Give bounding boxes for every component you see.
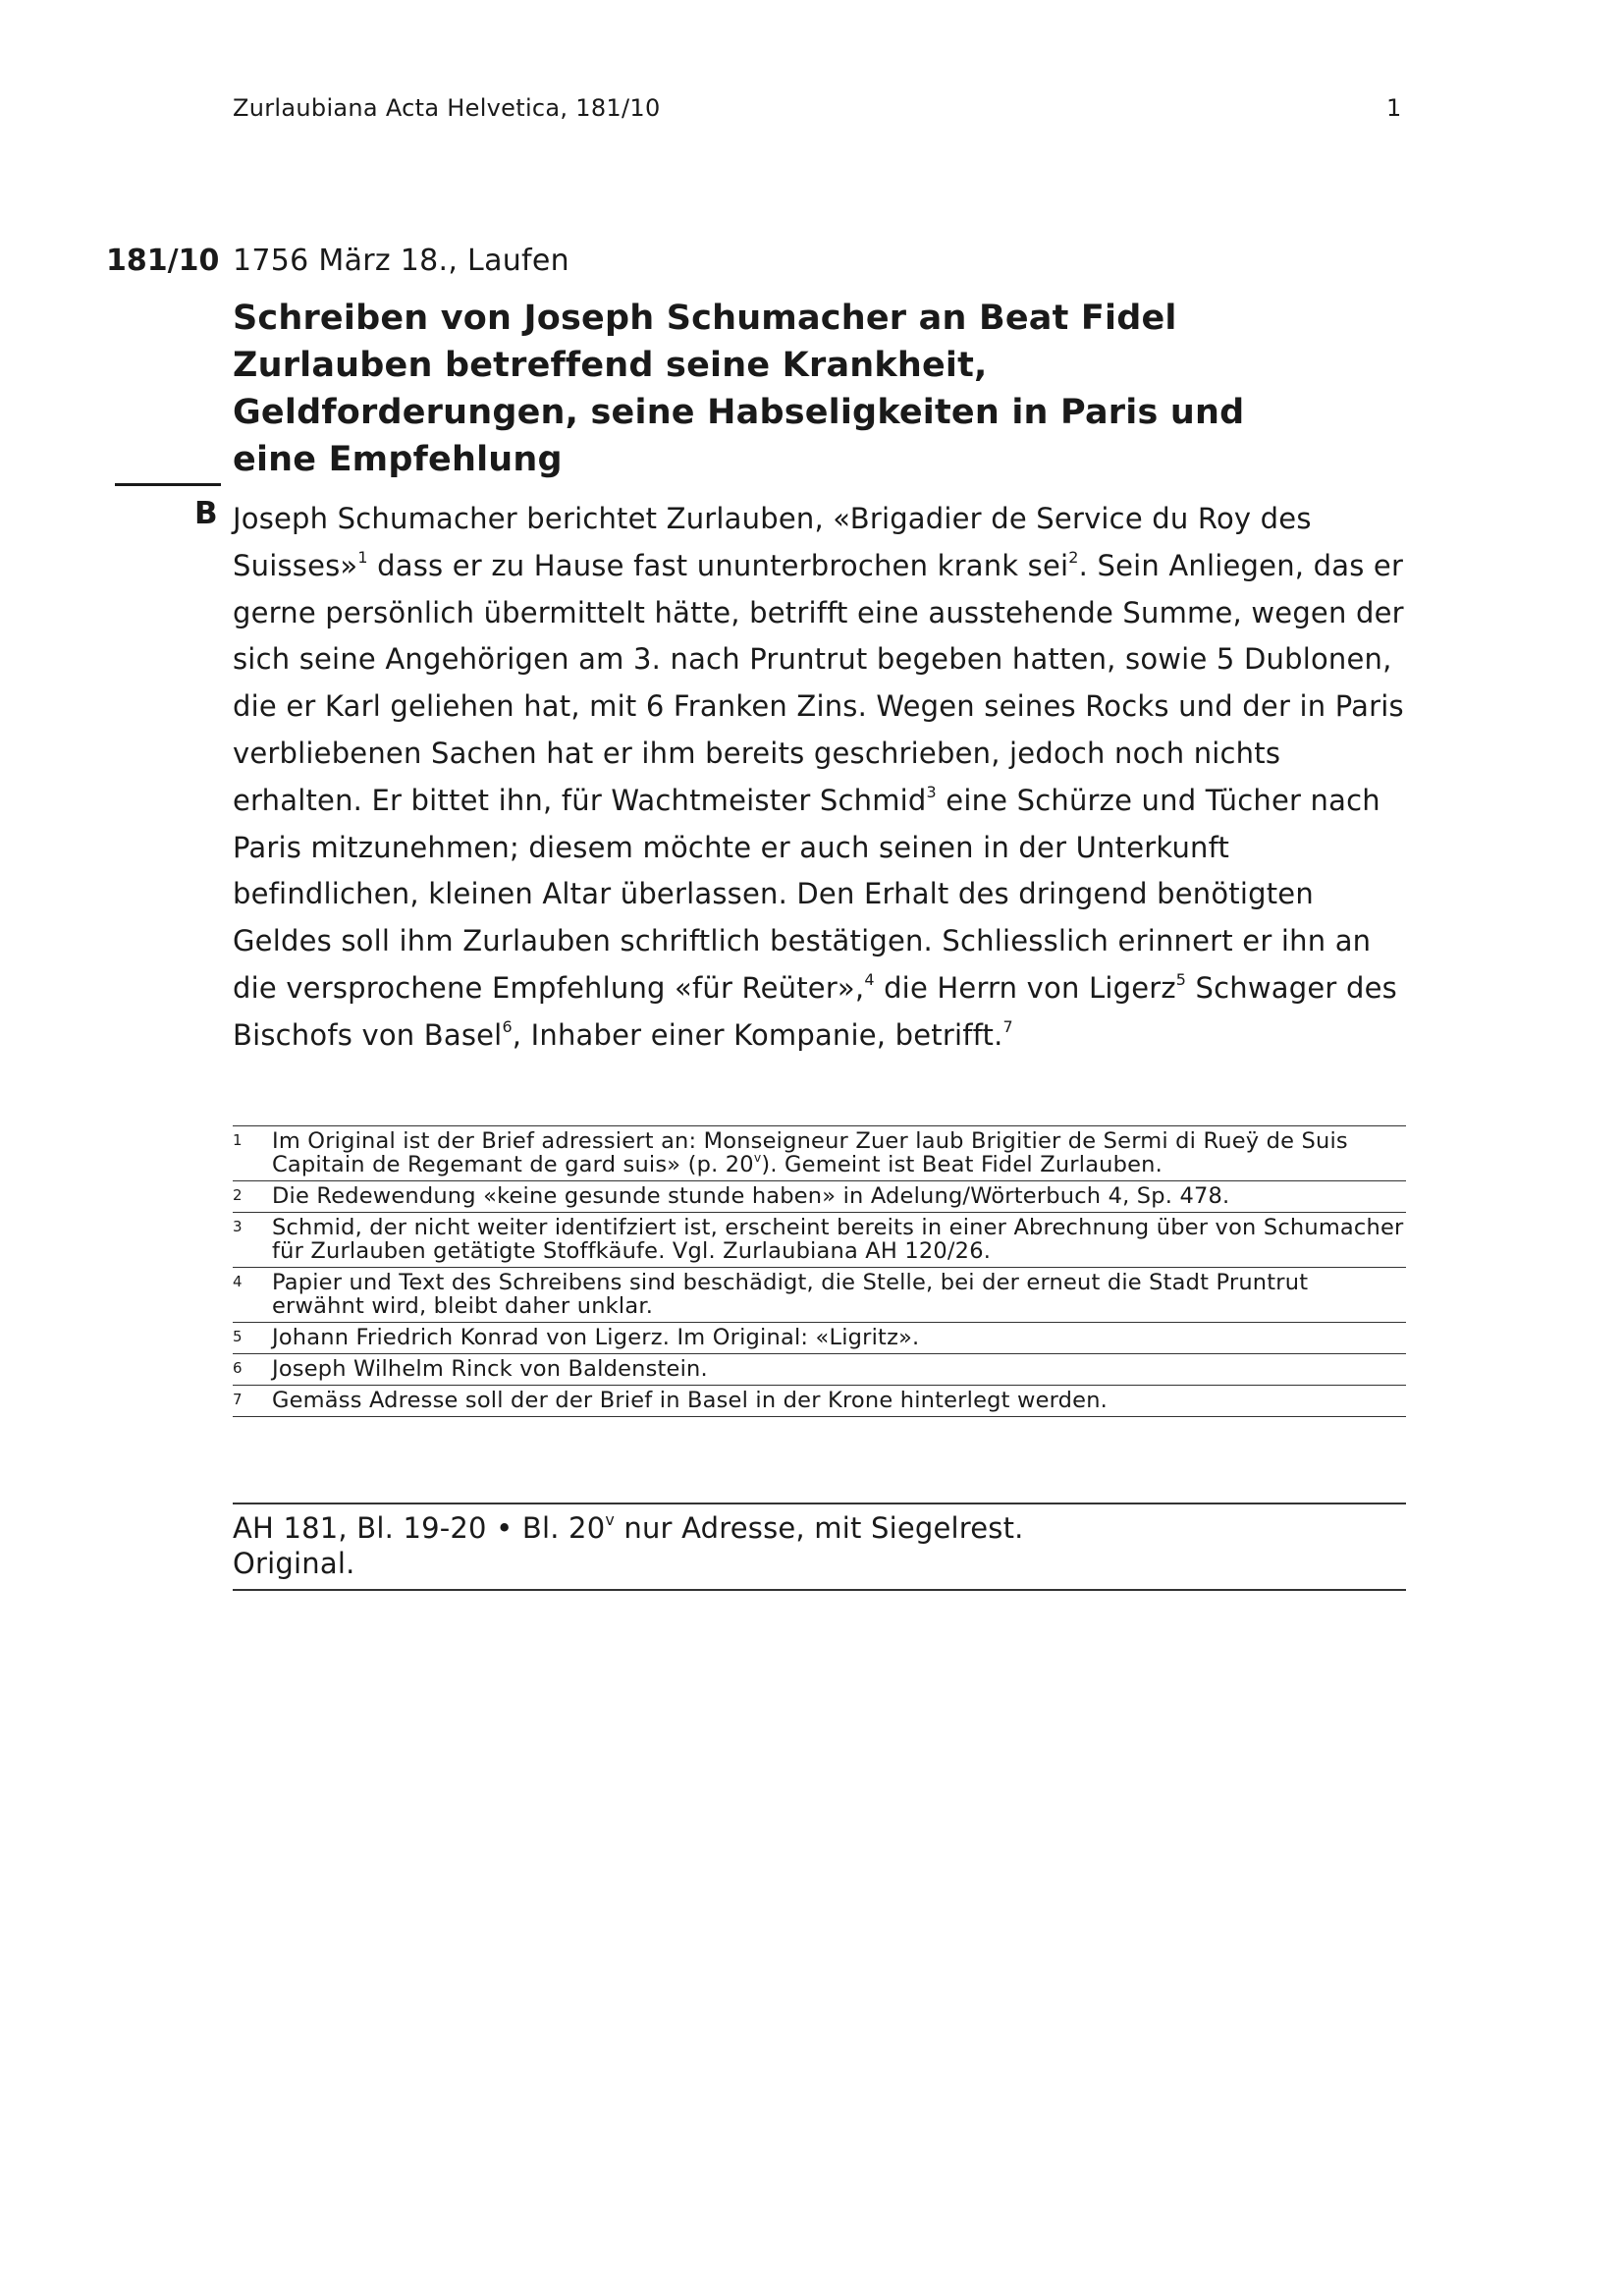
page-number: 1 (1386, 94, 1402, 122)
footnote-text (272, 1183, 1229, 1209)
date-place: 1756 März 18., Laufen (233, 244, 569, 278)
text-run: AH 181, Bl. 19-20 • Bl. 20 (233, 1511, 606, 1545)
footnote-number: 1 (233, 1131, 243, 1149)
footnote-number: 3 (233, 1218, 243, 1235)
text-run: die Herrn von Ligerz (874, 970, 1176, 1005)
footnotes (233, 1125, 1406, 1417)
footnote-number: 5 (233, 1328, 243, 1345)
text-run: Joseph Schumacher berichtet Zurlauben, «Brigadier de Service du Roy des Suisses» (233, 502, 1312, 582)
footnote-text (272, 1215, 1403, 1264)
source-note (233, 1503, 1406, 1591)
footnote-text (272, 1356, 708, 1382)
text-run: Joseph Wilhelm Rinck von Baldenstein. (272, 1356, 708, 1382)
footnote-ref: 5 (1175, 969, 1187, 989)
text-run: Schmid, der nicht weiter identifziert ist, erscheint bereits in einer Abrechnung über von Schumacher für Zurlauben getätigte Stoffkäufe. Vgl. Zurlaubiana AH 120/26. (272, 1215, 1404, 1264)
footnote-ref: 2 (1068, 547, 1079, 567)
footnote-number: 6 (233, 1359, 243, 1377)
text-run: nur Adresse, mit Siegelrest. (614, 1511, 1024, 1545)
text-run: Die Redewendung «keine gesunde stunde haben» in Adelung/Wörterbuch 4, Sp. 478. (272, 1183, 1230, 1209)
footnote-text (272, 1388, 1108, 1413)
text-run: Gemäss Adresse soll der der Brief in Basel in der Krone hinterlegt werden. (272, 1388, 1109, 1413)
document-number: 181/10 (106, 244, 220, 278)
footnote-ref: v (753, 1150, 762, 1165)
footnote-ref: 6 (502, 1016, 513, 1036)
text-run: Papier und Text des Schreibens sind beschädigt, die Stelle, bei der erneut die Stadt Pruntrut erwähnt wird, bleibt daher unklar. (272, 1270, 1309, 1319)
footnote-ref: 3 (926, 782, 937, 801)
footnote-item (233, 1125, 1406, 1180)
footnote-text (272, 1270, 1308, 1319)
text-run: , Inhaber einer Kompanie, betrifft. (512, 1017, 1003, 1052)
text-run: Im Original ist der Brief adressiert an: Monseigneur Zuer laub Brigitier de Sermi di Rueÿ de Suis Capitain de Regemant de gard suis» (p. 20 (272, 1128, 1348, 1177)
document-title: Schreiben von Joseph Schumacher an Beat Fidel Zurlauben betreffend seine Krankheit, Geldforderungen, seine Habseligkeiten in Paris und eine Empfehlung (233, 299, 1245, 479)
footnote-number: 7 (233, 1391, 243, 1408)
source-type: Original. (233, 1547, 355, 1580)
footnote-item (233, 1353, 1406, 1385)
footnote-text (272, 1325, 919, 1350)
footnote-item (233, 1322, 1406, 1353)
footnote-ref: 1 (357, 547, 368, 567)
section-label: B (194, 496, 218, 531)
text-run: dass er zu Hause fast ununterbrochen krank sei (367, 548, 1069, 582)
text-run: ). Gemeint ist Beat Fidel Zurlauben. (761, 1152, 1163, 1177)
text-run: eine Schürze und Tücher nach Paris mitzunehmen; diesem möchte er auch seinen in der Unterkunft befindlichen, kleinen Altar überlassen. Den Erhalt des dringend benötigten Geldes soll ihm Zurlauben schriftlich bestätigen. Schliesslich erinnert er ihn an die versprochene Empfehlung «für Reüter», (233, 783, 1380, 1005)
footnote-ref: v (605, 1509, 615, 1529)
section-rule (115, 483, 221, 486)
summary-paragraph (233, 496, 1406, 1060)
running-title: Zurlaubiana Acta Helvetica, 181/10 (233, 94, 661, 122)
footnote-item (233, 1385, 1406, 1416)
text-run: . Sein Anliegen, das er gerne persönlich übermittelt hätte, betrifft eine ausstehende Summe, wegen der sich seine Angehörigen am 3. nach Pruntrut begeben hatten, sowie 5 Dublonen, die er Karl geliehen hat, mit 6 Franken Zins. Wegen seines Rocks und der in Paris verbliebenen Sachen hat er ihm bereits geschrieben, jedoch noch nichts erhalten. Er bittet ihn, für Wachtmeister Schmid (233, 548, 1404, 817)
source-line (233, 1510, 1406, 1546)
text-run: Schwager des Bischofs von Basel (233, 970, 1397, 1052)
footnote-ref: 4 (864, 969, 875, 989)
footnote-item (233, 1267, 1406, 1322)
footnote-number: 2 (233, 1186, 243, 1204)
footnote-ref: 7 (1002, 1016, 1013, 1036)
footnote-text (272, 1128, 1348, 1177)
footnote-item (233, 1180, 1406, 1212)
footnote-item (233, 1212, 1406, 1267)
footnote-number: 4 (233, 1273, 243, 1290)
text-run: Johann Friedrich Konrad von Ligerz. Im Original: «Ligritz». (272, 1325, 920, 1350)
footnotes-end-rule (233, 1416, 1406, 1417)
